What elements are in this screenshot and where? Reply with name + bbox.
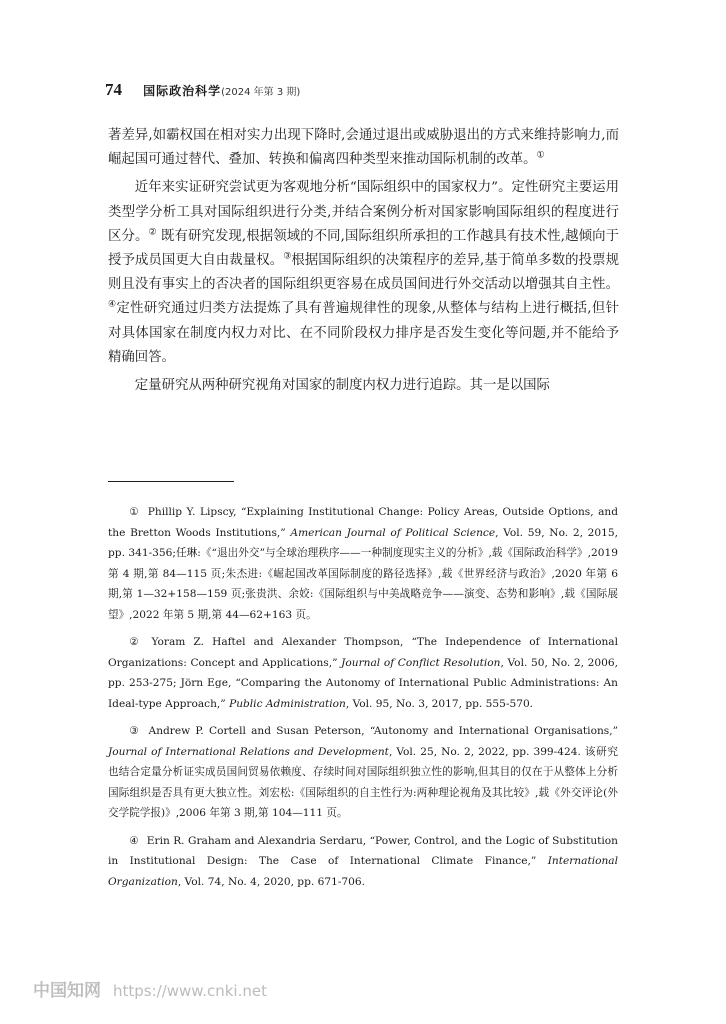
footnote-marker: ②	[129, 636, 144, 648]
footnote-divider	[108, 481, 234, 482]
footnote-ref[interactable]: ②	[148, 227, 157, 238]
footnote: ① Phillip Y. Lipscy, “Explaining Institutional Change: Policy Areas, Outside Options, and the Bretton Woods Institutions,” American Journal of Political Science, Vol. 59, No. 2, 2015, pp. 341-356;任琳:《“退出外交”与全球治理秩序——一种制度现实主义的分析》,载《国际政治科学》,2019 第 4 期,第 84—115 页;朱杰进:《崛起国改革国际制度的路径选择》,载《世界经济与政治》,2020 年第 6 期,第 1—32+158—159 页;张贵洪、余姣:《国际组织与中美战略竞争——演变、态势和影响》,载《国际展望》,2022 年第 5 期,第 44—62+163 页。	[108, 506, 618, 621]
cnki-watermark	[33, 976, 267, 1001]
body-paragraph: 著差异,如霸权国在相对实力出现下降时,会通过退出或威胁退出的方式来维持影响力,而崛起国可通过替代、叠加、转换和偏离四种类型来推动国际机制的改革。①	[108, 128, 619, 168]
body-paragraph: 近年来实证研究尝试更为客观地分析“国际组织中的国家权力”。定性研究主要运用类型学分析工具对国际组织进行分类,并结合案例分析对国家影响国际组织的程度进行区分。② 既有研究发现,根据领域的不同,国际组织所承担的工作越具有技术性,越倾向于授予成员国更大自由裁量权。③根据国际组织的决策程序的差异,基于简单多数的投票规则且没有事实上的否决者的国际组织更容易在成员国间进行外交活动以增强其自主性。④定性研究通过归类方法提炼了具有普遍规律性的现象,从整体与结构上进行概括,但针对具体国家在制度内权力对比、在不同阶段权力排序是否发生变化等问题,并不能给予精确回答。	[108, 180, 620, 365]
footnote-marker: ③	[129, 725, 141, 737]
watermark-brand: 中国知网	[33, 981, 101, 1001]
running-header	[105, 80, 620, 102]
footnote-ref[interactable]: ④	[108, 299, 117, 310]
journal-title: 国际政治科学	[143, 84, 222, 98]
footnotes	[108, 502, 618, 899]
footnote-marker: ①	[129, 506, 140, 518]
page-number: 74	[105, 80, 122, 99]
footnote-marker: ④	[129, 834, 139, 847]
footnote: ② Yoram Z. Haftel and Alexander Thompson, “The Independence of International Organizations: Concept and Applications,” Journal of Conflict Resolution, Vol. 50, No. 2, 2006, pp. 253-275; Jörn Ege, “Comparing the Autonomy of International Public Administrations: An Ideal-type Approach,” Public Administration, Vol. 95, No. 3, 2017, pp. 555-570.	[108, 636, 618, 710]
watermark-url: https://www.cnki.net	[113, 982, 267, 1000]
footnote: ③ Andrew P. Cortell and Susan Peterson, “Autonomy and International Organisations,” Journal of International Relations and Development, Vol. 25, No. 2, 2022, pp. 399-424. 该研究也结合定量分析证实成员国间贸易依赖度、存续时间对国际组织独立性的影响,但其目的仅在于从整体上分析国际组织是否具有更大独立性。刘宏松:《国际组织的自主性行为:两种理论视角及其比较》,载《外交评论(外交学院学报)》,2006 年第 3 期,第 104—111 页。	[108, 725, 619, 819]
journal-issue: (2024 年第 3 期)	[221, 87, 301, 98]
body-paragraph: 定量研究从两种研究视角对国家的制度内权力进行追踪。其一是以国际	[134, 378, 550, 394]
footnote-ref[interactable]: ③	[283, 251, 292, 262]
footnote-ref[interactable]: ①	[536, 150, 545, 161]
footnote: ④ Erin R. Graham and Alexandria Serdaru, “Power, Control, and the Logic of Substitution in Institutional Design: The Case of International Climate Finance,” International Organization, Vol. 74, No. 4, 2020, pp. 671-706.	[108, 834, 619, 888]
main-text	[108, 124, 619, 398]
